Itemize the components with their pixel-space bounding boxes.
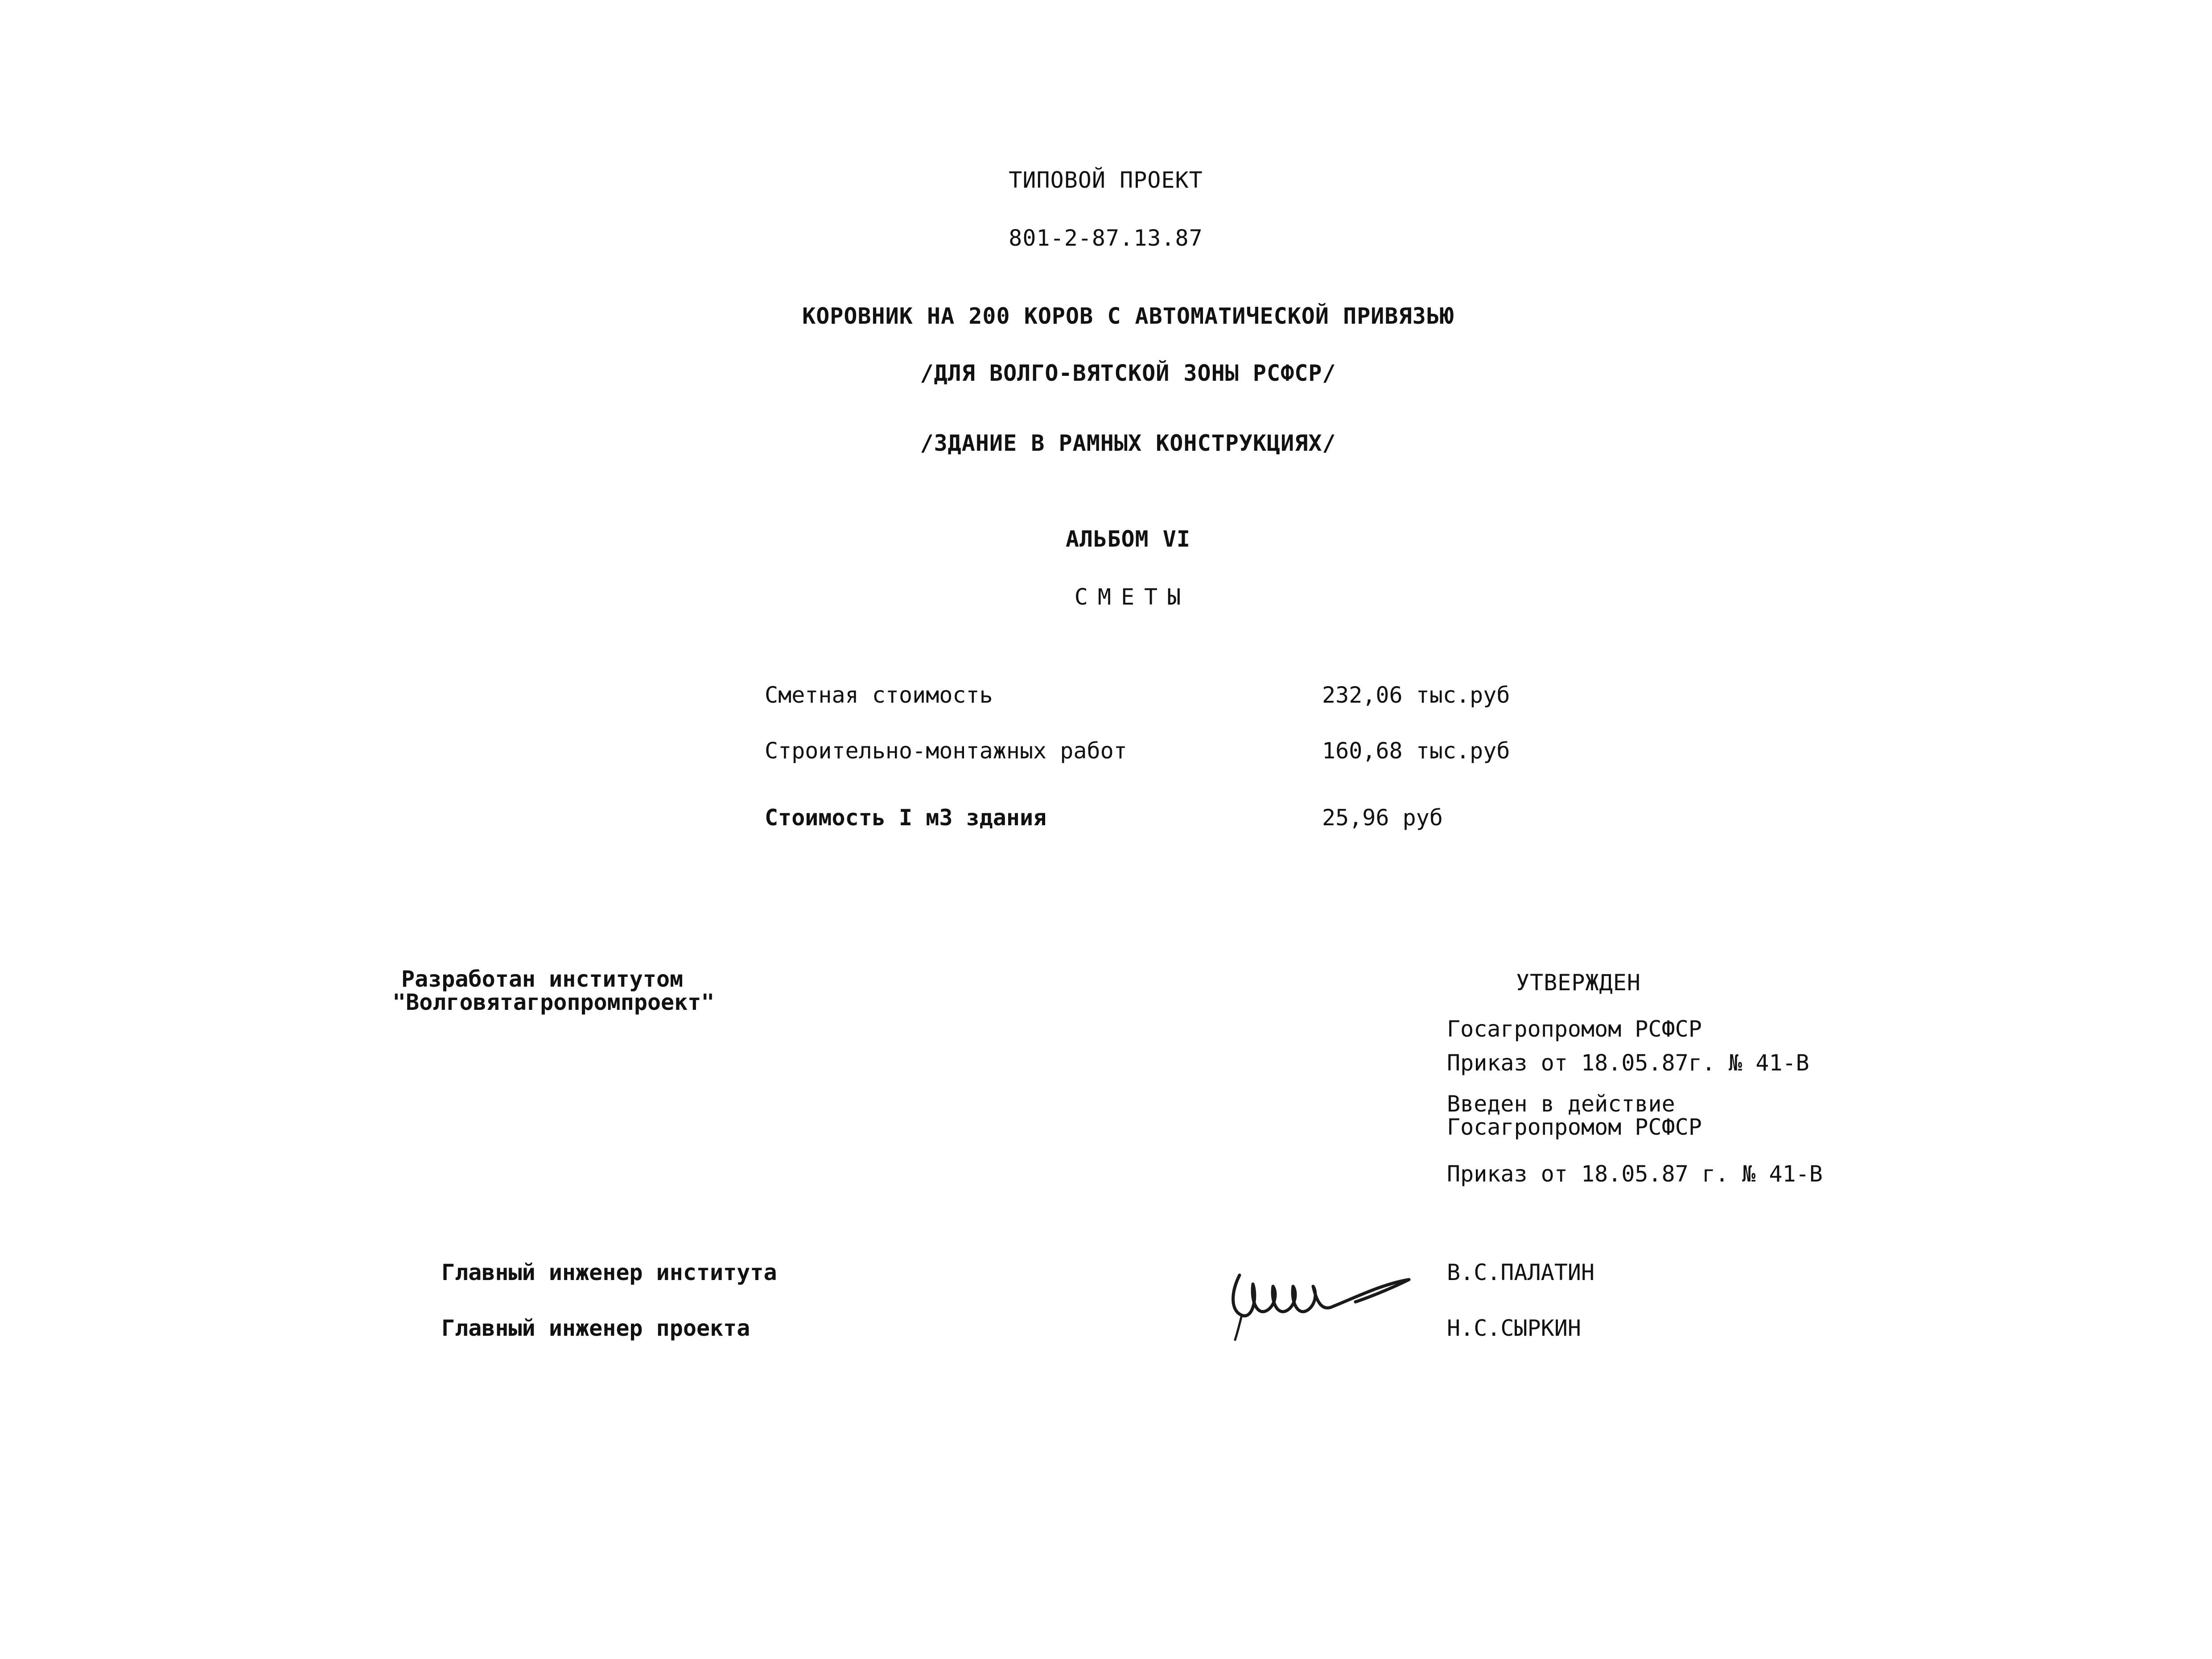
doc-type: ТИПОВОЙ ПРОЕКТ — [1009, 167, 1203, 193]
approval-line-3: Введен в действие — [1447, 1091, 1675, 1117]
approval-heading: УТВЕРЖДЕН — [1516, 970, 1641, 996]
signature-role-project: Главный инженер проекта — [441, 1315, 750, 1341]
project-code: 801-2-87.13.87 — [1009, 225, 1203, 251]
cost-value-estimate: 232,06 тыс.руб — [1322, 682, 1510, 708]
signature-name-project: Н.С.СЫРКИН — [1447, 1315, 1582, 1341]
handwritten-signature — [1222, 1248, 1454, 1346]
approval-line-1: Госагропромом РСФСР — [1447, 1016, 1702, 1042]
cost-label-estimate: Сметная стоимость — [765, 682, 993, 708]
signature-role-institute: Главный инженер института — [441, 1260, 777, 1285]
approval-block — [1447, 1012, 1809, 1080]
approval-line-4: Госагропромом РСФСР — [1447, 1114, 1702, 1140]
approval-line-5: Приказ от 18.05.87 г. № 41-В — [1447, 1161, 1823, 1187]
developer-line-1: Разработан институтом — [401, 966, 684, 992]
title-line-2: /ДЛЯ ВОЛГО-ВЯТСКОЙ ЗОНЫ РСФСР/ — [920, 360, 1336, 386]
enactment-block — [1447, 1092, 1702, 1139]
cost-label-per-m3: Стоимость I м3 здания — [765, 805, 1047, 831]
cost-value-construction: 160,68 тыс.руб — [1322, 738, 1510, 764]
developer-line-2: "Волговятагропромпроект" — [392, 989, 715, 1015]
cost-label-construction: Строительно-монтажных работ — [765, 738, 1127, 764]
title-line-1: КОРОВНИК НА 200 КОРОВ С АВТОМАТИЧЕСКОЙ ПРИВЯЗЬЮ — [802, 303, 1454, 329]
cost-value-per-m3: 25,96 руб — [1322, 805, 1443, 831]
section-label: СМЕТЫ — [1074, 584, 1191, 610]
signature-name-institute: В.С.ПАЛАТИН — [1447, 1260, 1595, 1285]
title-line-3: /ЗДАНИЕ В РАМНЫХ КОНСТРУКЦИЯХ/ — [920, 430, 1336, 456]
signature-drawing — [1222, 1248, 1454, 1346]
developer-block — [392, 967, 714, 1014]
album-label: АЛЬБОМ VI — [1066, 526, 1190, 552]
approval-line-2: Приказ от 18.05.87г. № 41-В — [1447, 1050, 1809, 1076]
